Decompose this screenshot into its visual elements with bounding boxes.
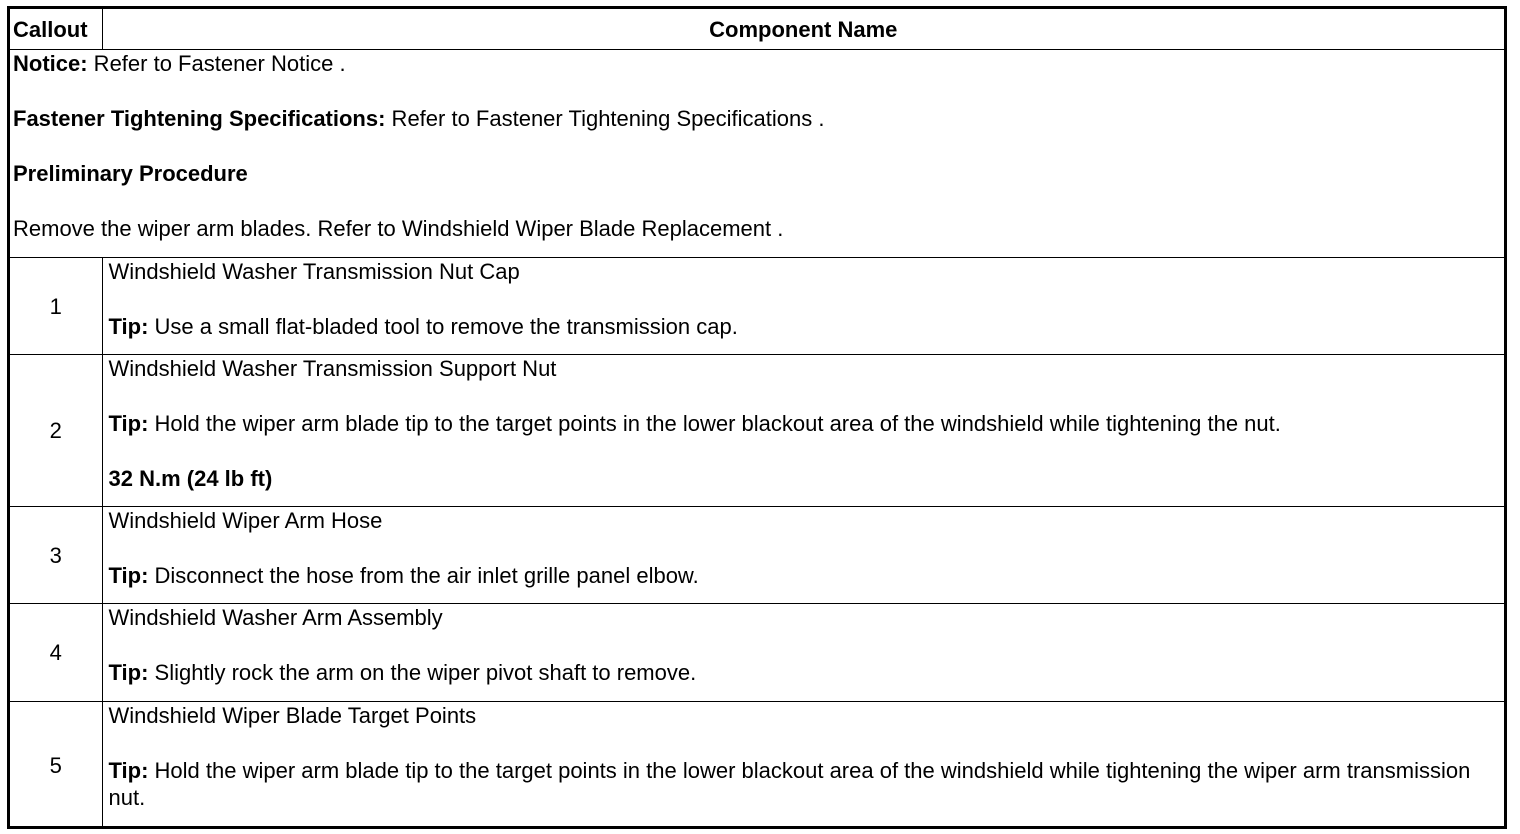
table-header-row: [10, 9, 1504, 50]
table-row: [10, 604, 1504, 702]
intro-row: [10, 50, 1504, 258]
tip-line: [109, 659, 1499, 686]
table-row: [10, 507, 1504, 604]
component-cell: [102, 258, 1504, 355]
fastener-spec-line: [13, 105, 1501, 132]
callout-number: 3: [10, 507, 102, 604]
fastener-spec-label: Fastener Tightening Specifications:: [13, 106, 386, 131]
tip-label: Tip:: [108, 758, 149, 783]
callout-number: 5: [10, 702, 102, 829]
callout-number: 4: [10, 604, 102, 702]
component-cell: [102, 507, 1504, 604]
component-name: Windshield Washer Transmission Nut Cap: [108, 259, 520, 284]
tip-label: Tip:: [108, 314, 149, 339]
component-name-column-header: Component Name: [102, 9, 1504, 50]
tip-line: [109, 410, 1499, 437]
table-row: [10, 702, 1504, 829]
tip-text: Disconnect the hose from the air inlet grille panel elbow.: [148, 563, 699, 588]
callout-number: 2: [10, 355, 102, 507]
preliminary-procedure-text: Remove the wiper arm blades. Refer to Windshield Wiper Blade Replacement .: [13, 216, 784, 241]
tip-line: [109, 757, 1499, 811]
fastener-spec-text: Refer to Fastener Tightening Specifications .: [385, 106, 825, 131]
component-table-frame: [7, 6, 1507, 829]
intro-cell: [10, 50, 1504, 258]
component-cell: [102, 604, 1504, 702]
tip-text: Hold the wiper arm blade tip to the target points in the lower blackout area of the windshield while tightening the nut.: [148, 411, 1281, 436]
tip-text: Slightly rock the arm on the wiper pivot shaft to remove.: [148, 660, 697, 685]
tip-label: Tip:: [108, 411, 149, 436]
component-table: [10, 9, 1504, 829]
table-row: [10, 355, 1504, 507]
callout-column-header: Callout: [10, 9, 102, 50]
component-name: Windshield Washer Transmission Support Nut: [108, 356, 557, 381]
tip-label: Tip:: [108, 563, 149, 588]
component-cell: [102, 355, 1504, 507]
notice-label: Notice:: [13, 51, 88, 76]
notice-line: [13, 50, 1501, 77]
component-name: Windshield Wiper Blade Target Points: [108, 703, 477, 728]
component-name: Windshield Washer Arm Assembly: [108, 605, 443, 630]
tip-text: Hold the wiper arm blade tip to the target points in the lower blackout area of the windshield while tightening the wiper arm transmission nut.: [108, 758, 1471, 810]
component-name: Windshield Wiper Arm Hose: [108, 508, 383, 533]
table-row: [10, 258, 1504, 355]
preliminary-procedure-heading: Preliminary Procedure: [13, 161, 248, 186]
tip-line: [109, 313, 1499, 340]
tip-line: [109, 562, 1499, 589]
tip-label: Tip:: [108, 660, 149, 685]
component-cell: [102, 702, 1504, 829]
torque-spec: 32 N.m (24 lb ft): [108, 466, 273, 491]
tip-text: Use a small flat-bladed tool to remove the transmission cap.: [148, 314, 738, 339]
notice-text: Refer to Fastener Notice .: [87, 51, 346, 76]
callout-number: 1: [10, 258, 102, 355]
